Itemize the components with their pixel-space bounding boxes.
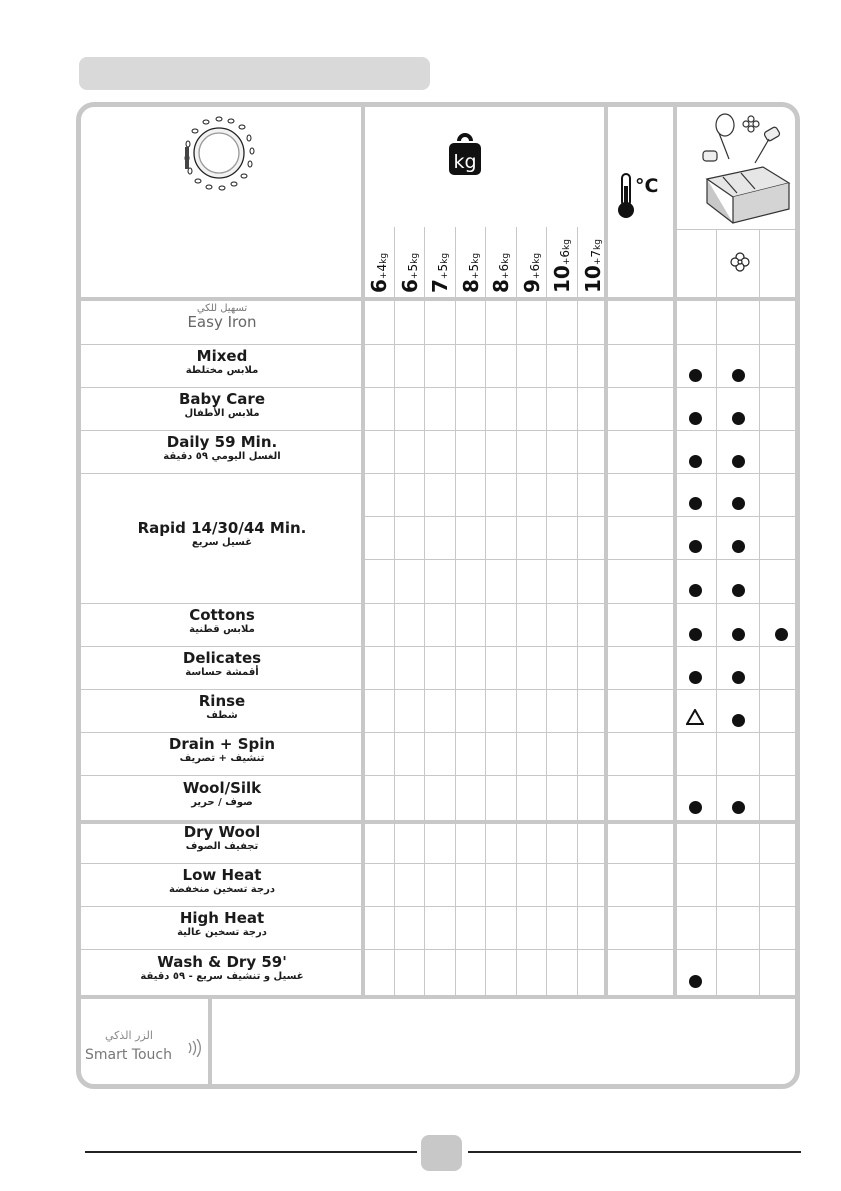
smart-touch-label-en: Smart Touch <box>85 1047 172 1063</box>
program-table <box>76 102 800 1089</box>
program-label <box>81 693 363 722</box>
program-label <box>81 348 363 377</box>
program-name-en: Low Heat <box>182 865 262 884</box>
footer-line-left <box>85 1151 417 1153</box>
program-name-ar: ملابس مختلطة <box>185 364 259 376</box>
row-divider-rapid <box>363 516 800 517</box>
compartment-dot <box>732 540 745 553</box>
divider-detergent <box>673 107 677 995</box>
divider-smart-touch <box>208 995 212 1089</box>
page-number-badge <box>421 1135 462 1171</box>
program-name-ar: تجفيف الصوف <box>185 840 259 852</box>
program-name-ar: صوف / حرير <box>191 796 253 808</box>
program-name-en: Wash & Dry 59' <box>157 953 287 971</box>
celsius-label: °C <box>635 175 659 197</box>
smart-touch-signal-icon <box>187 1039 203 1057</box>
compartment-dot <box>689 540 702 553</box>
program-name-ar: أقمشة حساسة <box>185 666 259 678</box>
compartment-dot <box>689 671 702 684</box>
thermometer-icon <box>613 172 673 222</box>
kg-weight-icon <box>446 131 484 179</box>
program-name-en: Rinse <box>198 691 246 710</box>
divider-programs <box>361 107 365 995</box>
program-name-en: Rapid 14/30/44 Min. <box>137 519 307 537</box>
row-divider <box>81 603 800 604</box>
program-label <box>81 954 363 983</box>
program-name-en: Easy Iron <box>187 313 257 331</box>
program-label <box>81 867 363 896</box>
program-name-ar: ملابس قطنية <box>189 623 255 635</box>
smart-touch-label-ar: الزر الذكي <box>105 1029 153 1042</box>
program-name-en: Daily 59 Min. <box>166 432 278 451</box>
compartment-dot <box>689 369 702 382</box>
divider-det-header <box>673 229 800 230</box>
load-capacity-label: 8+6kg <box>489 252 514 293</box>
program-name-ar: غسيل سريع <box>191 537 253 549</box>
row-divider <box>81 732 800 733</box>
program-name-ar: شطف <box>206 709 238 721</box>
compartment-dot <box>732 412 745 425</box>
row-divider <box>81 863 800 864</box>
program-name-ar: الغسل اليومي ٥٩ دقيقة <box>163 450 281 462</box>
row-divider <box>81 646 800 647</box>
program-label <box>81 650 363 679</box>
divider-load-col <box>516 227 517 995</box>
program-label <box>81 607 363 636</box>
row-divider <box>81 689 800 690</box>
divider-load-col <box>577 227 578 995</box>
program-name-en: Drain + Spin <box>168 734 276 753</box>
row-divider <box>81 297 800 301</box>
row-divider <box>81 995 800 999</box>
triangle-icon <box>686 709 704 725</box>
compartment-dot <box>732 497 745 510</box>
row-divider <box>81 949 800 950</box>
compartment-dot <box>689 412 702 425</box>
program-name-en: Baby Care <box>179 389 265 408</box>
compartment-dot <box>732 801 745 814</box>
program-name-ar: ملابس الأطفال <box>184 407 260 419</box>
row-divider <box>81 775 800 776</box>
compartment-dot <box>689 584 702 597</box>
program-label <box>81 520 363 549</box>
program-label <box>81 391 363 420</box>
program-label <box>81 910 363 939</box>
load-capacity-label: 9+6kg <box>519 252 544 293</box>
program-label <box>81 303 363 332</box>
divider-load-col <box>424 227 425 995</box>
row-divider <box>81 473 800 474</box>
compartment-dot <box>775 628 788 641</box>
program-name-en: Delicates <box>182 648 262 667</box>
compartment-dot <box>689 497 702 510</box>
section-title-bar <box>79 57 430 90</box>
row-divider <box>81 344 800 345</box>
load-capacity-label: 6+5kg <box>397 252 422 293</box>
program-name-ar: درجة تسخين عالية <box>177 926 267 938</box>
program-label <box>81 780 363 809</box>
compartment-dot <box>732 455 745 468</box>
footer-line-right <box>468 1151 801 1153</box>
row-divider <box>81 430 800 431</box>
program-name-ar: تنشيف + تصريف <box>179 752 265 764</box>
load-capacity-label: 10+6kg <box>550 239 575 293</box>
program-name-ar: تسهيل للكي <box>196 302 248 314</box>
divider-load-col <box>394 227 395 995</box>
softener-flower-icon <box>730 252 750 272</box>
program-dial-icon <box>181 111 257 193</box>
kg-label: kg <box>453 151 477 173</box>
compartment-dot <box>689 455 702 468</box>
load-capacity-label: 10+7kg <box>580 239 605 293</box>
program-name-en: Dry Wool <box>183 822 261 841</box>
program-name-ar: غسيل و تنشيف سريع - ٥٩ دقيقة <box>140 971 304 983</box>
load-capacity-label: 6+4kg <box>367 252 392 293</box>
compartment-dot <box>689 801 702 814</box>
compartment-dot <box>732 628 745 641</box>
compartment-dot <box>732 671 745 684</box>
program-name-ar: درجة تسخين منخفضة <box>169 883 275 895</box>
divider-load-col <box>546 227 547 995</box>
program-name-en: Wool/Silk <box>182 778 262 797</box>
program-label <box>81 824 363 853</box>
detergent-drawer-icon <box>693 111 799 227</box>
compartment-dot <box>732 714 745 727</box>
program-name-en: High Heat <box>179 908 265 927</box>
divider-load-col <box>455 227 456 995</box>
row-divider <box>81 387 800 388</box>
row-divider-rapid <box>363 559 800 560</box>
compartment-dot <box>689 975 702 988</box>
divider-load-col <box>485 227 486 995</box>
compartment-dot <box>732 584 745 597</box>
compartment-dot <box>732 369 745 382</box>
program-name-en: Cottons <box>189 605 255 624</box>
program-name-en: Mixed <box>196 346 248 365</box>
program-label <box>81 434 363 463</box>
load-capacity-label: 7+5kg <box>428 252 453 293</box>
program-label <box>81 736 363 765</box>
row-divider <box>81 906 800 907</box>
load-capacity-label: 8+5kg <box>458 252 483 293</box>
compartment-dot <box>689 628 702 641</box>
